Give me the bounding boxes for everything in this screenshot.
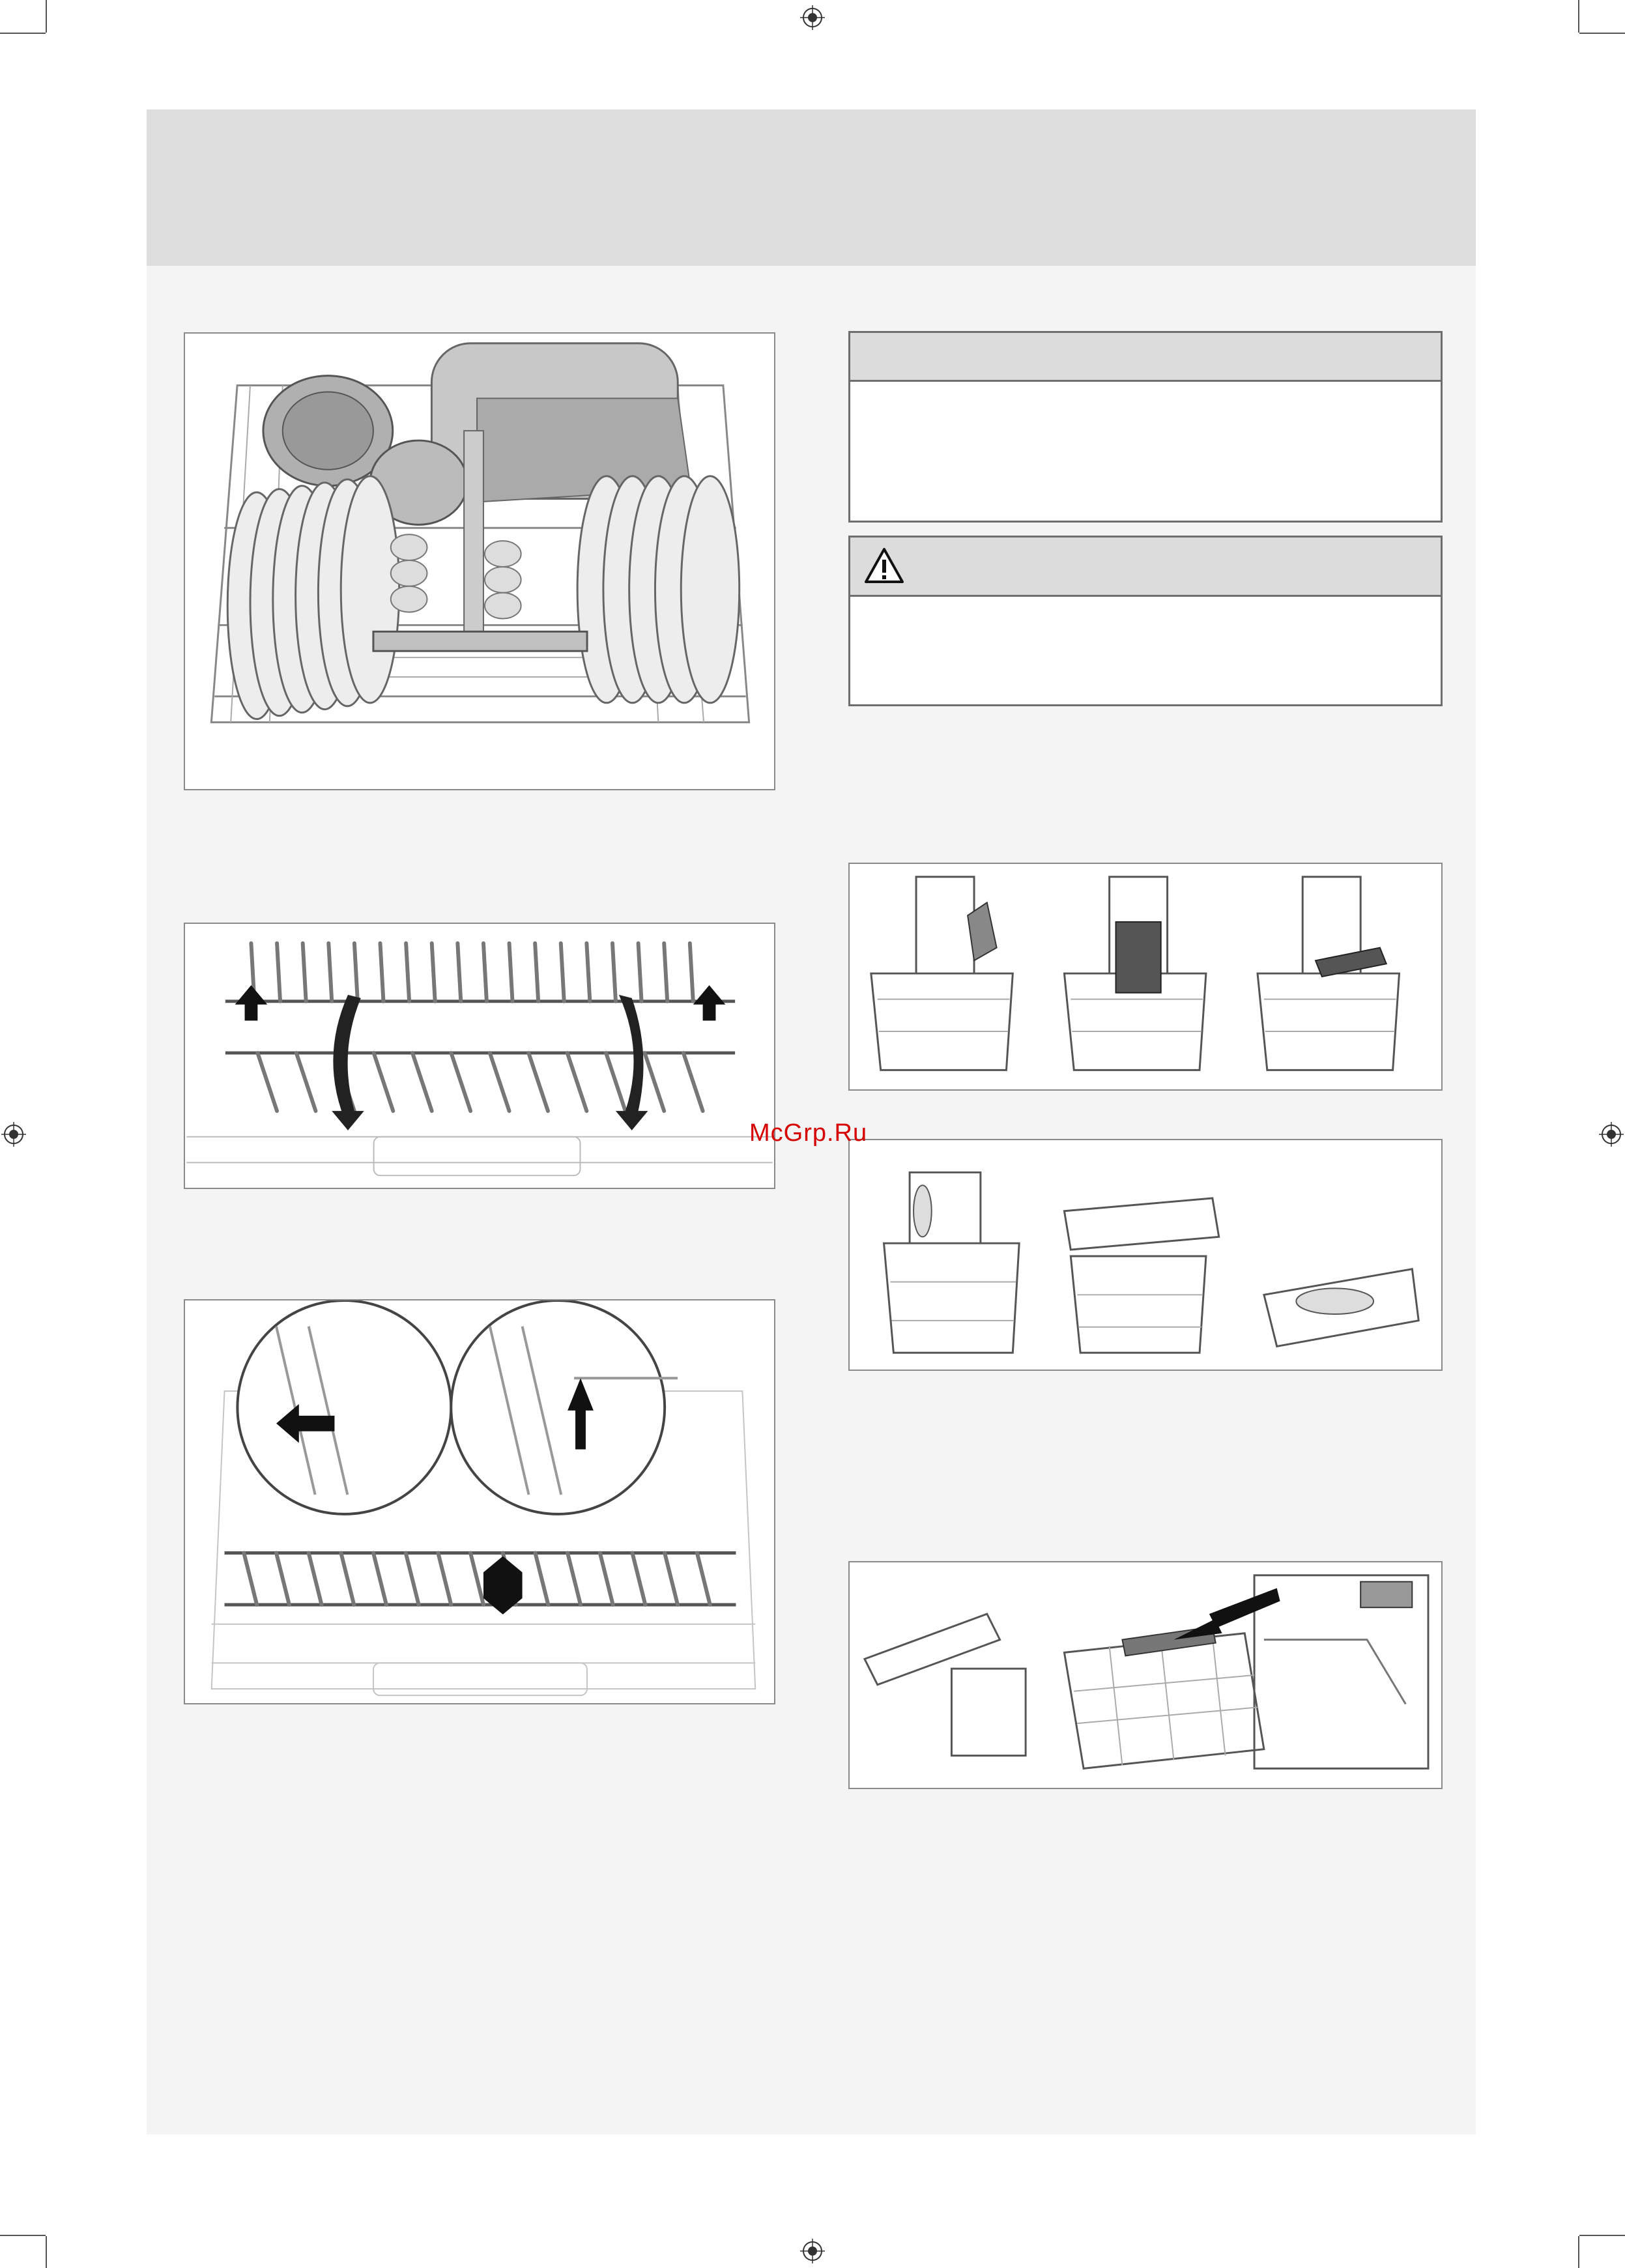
rack-tine-clip-detail-icon — [185, 1300, 774, 1703]
crop-mark — [0, 2235, 46, 2236]
registration-mark-icon — [1599, 1122, 1624, 1147]
dishwasher-rack-with-dishes-icon — [185, 334, 774, 789]
crop-mark — [1578, 0, 1579, 33]
crop-mark — [1579, 33, 1625, 34]
cutlery-basket-lid-steps-icon — [850, 1140, 1441, 1370]
rack-tines-fold-arrows-icon — [185, 924, 774, 1188]
figure-remove-tine-row — [184, 1299, 775, 1704]
registration-mark-icon — [1, 1122, 26, 1147]
registration-mark-icon — [800, 5, 825, 30]
crop-mark — [46, 2236, 47, 2268]
figure-cutlery-basket-dividers — [848, 863, 1443, 1091]
registration-mark-icon — [800, 2239, 825, 2263]
note-box — [848, 331, 1443, 523]
crop-mark — [1578, 2236, 1579, 2268]
crop-mark — [1579, 2235, 1625, 2236]
caution-box-header — [850, 538, 1441, 597]
figure-cutlery-basket-lid — [848, 1139, 1443, 1371]
crop-mark — [46, 0, 47, 33]
warning-triangle-icon — [863, 547, 905, 584]
figure-upper-rack-loaded — [184, 332, 775, 790]
caution-box — [848, 536, 1443, 706]
crop-mark — [0, 33, 46, 34]
cutlery-basket-divider-steps-icon — [850, 864, 1441, 1089]
cutlery-tray-rack-mount-icon — [850, 1562, 1441, 1788]
watermark-text: McGrp.Ru — [749, 1119, 868, 1147]
figure-cutlery-tray-mounting — [848, 1561, 1443, 1789]
note-box-header — [850, 333, 1441, 382]
figure-fold-down-tines — [184, 923, 775, 1189]
header-band — [147, 109, 1476, 266]
